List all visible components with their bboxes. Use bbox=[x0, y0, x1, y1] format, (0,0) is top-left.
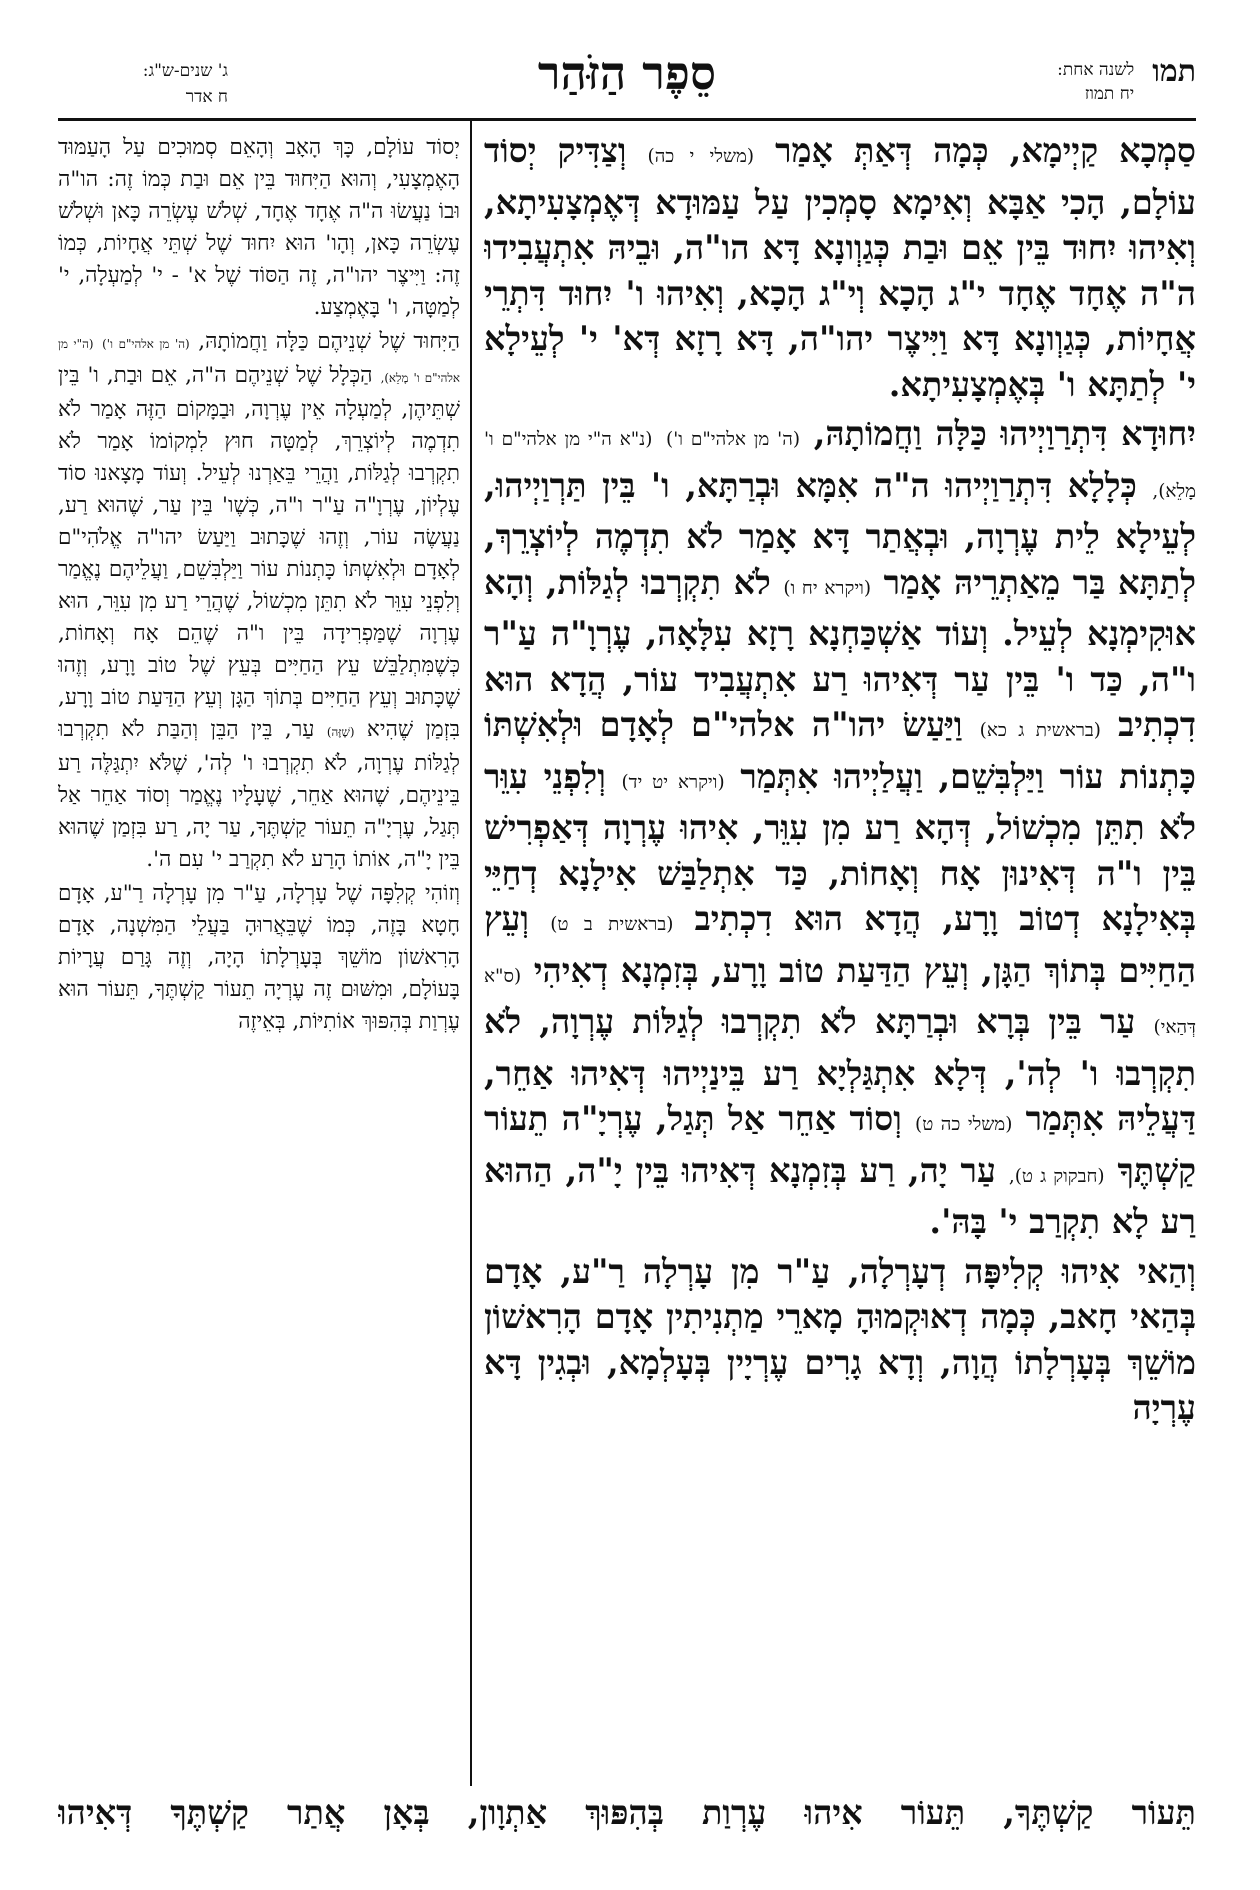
main-text-segment: לֹא תִקְרְבוּ לְגַלּוֹת, וְהָא אוּקִימְנָא לְעֵיל. וְעוֹד אַשְׁכַּחְנָא רָזָא עִלָּאָה, עֶרְוָ"ה עַ"ר ו"ה, כַּד ו' בֵּין עַר דְּאִיהוּ רַע אִתְעֲבִיד עוֹר, הֲדָא הוּא דִכְתִיב bbox=[484, 562, 1196, 744]
main-text-segment: עַר בֵּין בְּרָא וּבְרַתָּא לֹא תִקְרְבוּ לְגַלּוֹת עֶרְוָה, לֹא תִקְרְבוּ ו' לְה', דְּלָא אִתְגַּלְיָא רַע בֵּינַיְיהוּ דְּאִיהוּ אַחֵר, דַּעֲלֵיהּ אִתְּמַר bbox=[484, 1002, 1196, 1138]
verse-reference: (משלי י כה) bbox=[647, 146, 755, 167]
verse-reference: (ויקרא יט יד) bbox=[621, 771, 725, 793]
verse-reference: (נ"א ה"י מן אלהי"ם ו' מָלֵא), bbox=[484, 429, 1196, 502]
page-header bbox=[58, 38, 1196, 120]
bottom-full-width-line: תֵּעוֹר קַשְׁתֶּךָ, תֵּעוֹר אִיהוּ עֶרְוַת בְּהִפּוּךְ אַתְוָון, בְּאָן אֲתַר קַשְׁתֶּךָ דְּאִיהוּ bbox=[58, 1793, 1196, 1832]
commentary-paragraph-2 bbox=[58, 326, 460, 876]
verse-reference: (ויקרא יח ו) bbox=[783, 577, 872, 599]
main-text-segment: וְסוֹד אַחֵר אַל תְּגַל, עֶרְיָ"ה תֵעוֹר קַשְׁתֶּךָ bbox=[484, 1099, 1196, 1190]
commentary-segment: יְסוֹד עוֹלָם, כָּךְ הָאָב וְהָאֵם סְמוּכִים עַל הָעַמּוּד הָאֶמְצָעִי, וְהוּא הַיִּחוּד בֵּין אֵם וּבַת כְּמוֹ זֶה: הו"ה וּבוֹ נַעֲשׂוּ ה"ה אֶחָד אֶחָד, שְׁלֹשׁ עֶשְׂרֵה כָּאן וּשְׁלֹשׁ עֶשְׂרֵה כָּאן, וְהָו' הוּא יִחוּד שֶׁל שְׁתֵּי אֲחָיוֹת, כְּמוֹ זֶה: וַיִּיצֶר יהו"ה, זֶה הַסּוֹד שֶׁל א' - י' לְמַעְלָה, י' לְמַטָּה, ו' בָּאֶמְצַע. bbox=[58, 135, 460, 320]
main-text-segment: וַיַּעַשׂ יהו"ה אלהי"ם לְאָדָם וּלְאִשְׁתּוֹ כָּתְנוֹת עוֹר וַיַּלְבִּשֵׁם, וַעֲלַיְיהוּ אִתְּמַר bbox=[484, 705, 1196, 796]
main-text-segment: כְּלָלָא דִּתְרַוַיְיהוּ ה"ה אִמָּא וּבְרַתָּא, ו' בֵּין תַּרְוַיְיהוּ, לְעֵילָא לֵית עֶרְוָה, וּבְאֲתַר דָּא אָמַר לֹא תִדְמֶה לְיוֹצְרֵךְ, לְתַתָּא בַּר מֵאַתְרֵיהּ אָמַר bbox=[484, 465, 1196, 602]
verse-reference: (בראשית ב ט) bbox=[550, 914, 674, 935]
commentary-segment: הַכְּלָל שֶׁל שְׁנֵיהֶם ה"ה, אֵם וּבַת, ו' בֵּין שְׁתֵּיהֶן, לְמַעְלָה אֵין עֶרְוָה, וּבַמָּקוֹם הַזֶּה אָמַר לֹא תִדְמֶה לְיוֹצְרֵךְ, לְמַטָּה חוּץ לִמְקוֹמוֹ אָמַר לֹא תִקְרְבוּ לְגַלּוֹת, וַהֲרֵי בֵּאַרְנוּ לְעֵיל. וְעוֹד מָצָאנוּ סוֹד עֶלְיוֹן, עֶרְוָ"ה עַ"ר ו"ה, כְּשֶׁו' בֵּין עַר, שֶׁהוּא רַע, נַעֲשֶׂה עוֹר, וְזֶהוּ שֶׁכָּתוּב וַיַּעַשׂ יהו"ה אֱלֹהִי"ם לְאָדָם וּלְאִשְׁתּוֹ כָּתְנוֹת עוֹר וַיַּלְבִּשֵׁם, וַעֲלֵיהֶם נֶאֱמַר וְלִפְנֵי עִוֵּר לֹא תִתֵּן מִכְשׁוֹל, שֶׁהֲרֵי רַע מִן עִוֵּר, הוּא עֶרְוָה שֶׁמַּפְרִידָה בֵּין ו"ה שֶׁהֵם אָח וְאָחוֹת, כְּשֶׁמִּתְלַבֵּשׁ עֵץ הַחַיִּים בְּעֵץ שֶׁל טוֹב וָרָע, וְזֶהוּ שֶׁכָּתוּב וְעֵץ הַחַיִּים בְּתוֹךְ הַגָּן וְעֵץ הַדַּעַת טוֹב וָרָע, בִּזְמַן שֶׁהִיא bbox=[58, 363, 460, 742]
main-text-segment: וְצַדִּיק יְסוֹד עוֹלָם, הָכִי אַבָּא וְאִימָא סָמְכִין עַל עַמּוּדָא דְּאֶמְצָעִיתָא, וְאִיהוּ יִחוּד בֵּין אֵם וּבַת כְּגַוְונָא דָּא הו"ה, וּבֵיהּ אִתְעֲבִידוּ ה"ה אֶחָד אֶחָד י"ג הָכָא וְי"ג הָכָא, וְאִיהוּ ו' יִחוּד דִּתְרֵי אֲחָיוֹת, כְּגַוְונָא דָּא וַיִּיצֶר יהו"ה, דָּא רָזָא דְּא' י' לְעֵילָא י' לְתַתָּא ו' בְּאֶמְצָעִיתָא. bbox=[484, 131, 1196, 404]
main-text-segment: סַמְכָא קַיְימָא, כְּמָה דְּאַתְּ אָמַר bbox=[775, 131, 1196, 170]
cycle-date: ח אדר bbox=[185, 87, 228, 107]
main-paragraph-3 bbox=[484, 1249, 1196, 1431]
column-divider bbox=[470, 121, 472, 1786]
verse-reference: (חבקוק ג ט), bbox=[1008, 1165, 1105, 1187]
header-rule bbox=[58, 118, 1196, 121]
commentary-segment: וְזוֹהִי קְלִפָּה שֶׁל עָרְלָה, עַ"ר מִן עָרְלָה רַ"ע, אָדָם חָטָא בָּזֶה, כְּמוֹ שֶׁבֵּאֲרוּהָ בַּעֲלֵי הַמִּשְׁנָה, אָדָם הָרִאשׁוֹן מוֹשֵׁךְ בְּעָרְלָתוֹ הָיָה, וְזֶה גָּרַם עֲרָיוֹת בָּעוֹלָם, וּמִשּׁוּם זֶה עֶרְיָה תֵעוֹר קַשְׁתֶּךָ, תֵּעוֹר הוּא עֶרְוַת בְּהִפּוּךְ אוֹתִיּוֹת, בְּאֵיזֶה bbox=[58, 881, 460, 1034]
main-text-segment: וְלִפְנֵי עִוֵּר לֹא תִתֵּן מִכְשׁוֹל, דְּהָא רַע מִן עִוֵּר, אִיהוּ עֶרְוָה דְּאַפְרִישׁ בֵּין ו"ה דְּאִינוּן אָח וְאָחוֹת, כַּד אִתְלַבַּשׁ אִילָנָא דְחַיֵּי בְּאִילָנָא דְטוֹב וָרָע, הֲדָא הוּא דִכְתִיב bbox=[484, 756, 1196, 938]
main-text-segment: וְעֵץ הַחַיִּים בְּתוֹךְ הַגָּן, וְעֵץ הַדַּעַת טוֹב וָרָע, בְּזִמְנָא דְאִיהִי bbox=[484, 899, 1196, 990]
commentary-column bbox=[58, 132, 460, 1782]
commentary-paragraph-1 bbox=[58, 132, 460, 324]
commentary-segment: הַיִּחוּד שֶׁל שְׁנֵיהֶם כַּלָּה וַחֲמוֹתָהּ, bbox=[198, 329, 460, 354]
commentary-reference: (שֶׁזֶּה) bbox=[326, 725, 355, 739]
daily-schedule-date: יח תמוז bbox=[1084, 84, 1135, 104]
cycle-label: ג' שנים-ש"ג: bbox=[142, 61, 228, 81]
main-text-segment: וְהַאי אִיהוּ קְלִיפָּה דְעָרְלָה, עַ"ר מִן עָרְלָה רַ"ע, אָדָם בְּהַאי חָאב, כְּמָה דְאוּקְמוּהָ מָארֵי מַתְנִיתִין אָדָם הָרִאשׁוֹן מוֹשֵׁךְ בְּעָרְלָתוֹ הֲוָה, וְדָא גָרִים עֶרְיָין בְּעָלְמָא, וּבְגִין דָּא עֶרְיָה bbox=[484, 1251, 1196, 1427]
main-text-column bbox=[484, 128, 1196, 1783]
main-text-segment: יִחוּדָא דִּתְרַוַיְיהוּ כַּלָּה וַחֲמוֹתָהּ, bbox=[813, 414, 1196, 453]
commentary-reference: (ה' מן אלהי"ם ו') bbox=[102, 337, 190, 351]
verse-reference: (משלי כה ט) bbox=[915, 1114, 1013, 1135]
main-text-segment: עַר יָה, רַע בְּזִמְנָא דְּאִיהוּ בֵּין יָ"ה, הַהוּא רַע לָא תִקְרַב י' בָּהּ'. bbox=[484, 1150, 1196, 1241]
page-number: תמו bbox=[1152, 54, 1196, 89]
main-paragraph-1 bbox=[484, 128, 1196, 407]
commentary-paragraph-3 bbox=[58, 878, 460, 1038]
verse-reference: (ס"א דְּהַאי) bbox=[484, 965, 1196, 1038]
commentary-segment: עַר, בֵּין הַבֵּן וְהַבַּת לֹא תִקְרְבוּ לְגַלּוֹת עֶרְוָה, לֹא תִקְרְבוּ ו' לְה', שֶׁלֹּא יִתְגַּלֶּה רַע בֵּינֵיהֶם, שֶׁהוּא אַחֵר, שֶׁעָלָיו נֶאֱמַר וְסוֹד אַחֵר אַל תְּגַל, עֶרְיָ"ה תֵעוֹר קַשְׁתֶּךָ, עַר יָה, רַע בִּזְמַן שֶׁהוּא בֵּין יָ"ה, אוֹתוֹ הָרַע לֹא תִקְרַב י' עִם ה'. bbox=[58, 717, 460, 872]
main-paragraph-2 bbox=[484, 411, 1196, 1245]
daily-schedule-label: לשנה אחת: bbox=[1057, 60, 1135, 80]
book-title: סֵפֶר הַזֹּהַר bbox=[537, 46, 717, 100]
verse-reference: (בראשית ג כא) bbox=[979, 720, 1101, 741]
commentary-reference: (ה"י מן אלהי"ם ו' מָלֵא), bbox=[58, 337, 460, 385]
header-left-meta bbox=[58, 58, 228, 110]
verse-reference: (ה' מן אלהי"ם ו') bbox=[666, 429, 801, 450]
